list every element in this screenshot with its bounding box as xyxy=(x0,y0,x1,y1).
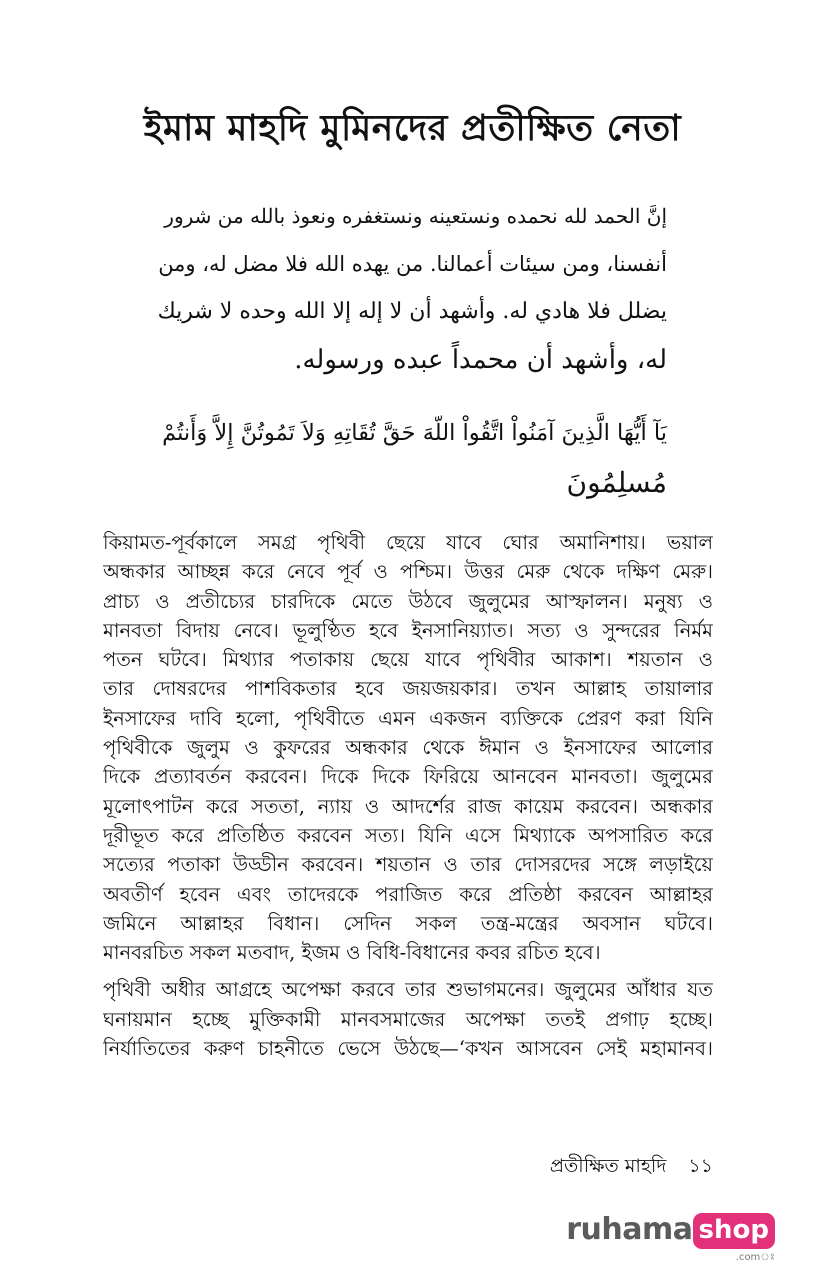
text-line: অবতীর্ণ হবেন এবং তাদেরকে পরাজিত করে প্রতিষ্ঠা করবেন আল্লাহর xyxy=(103,882,713,906)
paragraph-gap xyxy=(103,967,713,975)
arabic-line: له، وأشهد أن محمداً عبده ورسوله. xyxy=(294,345,667,375)
text-line: দূরীভূত করে প্রতিষ্ঠিত করবেন সত্য। যিনি এসে মিথ্যাকে অপসারিত করে xyxy=(103,823,713,847)
text-line: মানবতা বিদায় নেবে। ভূলুণ্ঠিত হবে ইনসানিয়্যাত। সত্য ও সুন্দরের নির্মম xyxy=(103,618,713,642)
paragraph-1 xyxy=(103,528,713,967)
verse-line: يَآ أَيُّهَا الَّذِينَ آمَنُواْ اتَّقُواْ اللّهَ حَقَّ تُقَاتِهِ وَلاَ تَمُوتُنَّ إِلاَّ وَأَنتُمْ xyxy=(162,420,667,446)
verse-line: مُسلِمُونَ xyxy=(566,466,667,499)
text-line: পৃথিবীকে জুলুম ও কুফরের অন্ধকার থেকে ঈমান ও ইনসাফের আলোর xyxy=(103,736,713,760)
running-title: প্রতীক্ষিত মাহদি xyxy=(549,1155,667,1177)
text-line: কিয়ামত-পূর্বকালে সমগ্র পৃথিবী ছেয়ে যাবে ঘোর অমানিশায়। ভয়াল xyxy=(103,531,713,554)
chapter-title: ইমাম মাহদি মুমিনদের প্রতীক্ষিত নেতা xyxy=(143,107,682,149)
text-line: পতন ঘটবে। মিথ্যার পতাকায় ছেয়ে যাবে পৃথিবীর আকাশ। শয়তান ও xyxy=(103,648,713,672)
logo-shop-block xyxy=(693,1210,775,1267)
body-text xyxy=(103,528,713,1063)
text-line: দিকে প্রত্যাবর্তন করবেন। দিকে দিকে ফিরিয়ে আনবেন মানবতা। জুলুমের xyxy=(103,765,713,789)
text-line: পৃথিবী অধীর আগ্রহে অপেক্ষা করবে তার শুভাগমনের। জুলুমের আঁধার যত xyxy=(103,978,713,1002)
ruhamashop-watermark-logo xyxy=(566,1210,775,1267)
text-line: মূলোৎপাটন করে সততা, ন্যায় ও আদর্শের রাজ কায়েম করবেন। অন্ধকার xyxy=(103,794,713,818)
arabic-line: إنَّ الحمد لله نحمده ونستعينه ونستغفره ونعوذ بالله من شرور xyxy=(164,204,667,228)
text-line: ঘনায়মান হচ্ছে মুক্তিকামী মানবসমাজের অপেক্ষা ততই প্রগাঢ় হচ্ছে। xyxy=(103,1007,713,1031)
page-number: ১১ xyxy=(688,1155,713,1177)
arabic-khutbah xyxy=(158,192,667,384)
logo-text-shop: shop xyxy=(693,1213,775,1249)
quran-verse xyxy=(158,408,667,508)
text-line: নির্যাতিতের করুণ চাহনীতে ভেসে উঠছে—‘কখন আসবেন সেই মহামানব। xyxy=(103,1037,713,1061)
paragraph-2 xyxy=(103,975,713,1063)
text-line: ইনসাফের দাবি হলো, পৃথিবীতে এমন একজন ব্যক্তিকে প্রেরণ করা যিনি xyxy=(103,706,713,730)
logo-text-domain: .comঃ xyxy=(735,1252,775,1263)
text-line: সত্যের পতাকা উড্ডীন করবেন। শয়তান ও তার দোসরদের সঙ্গে লড়াইয়ে xyxy=(103,853,713,877)
arabic-line: أنفسنا، ومن سيئات أعمالنا. من يهده الله فلا مضل له، ومن xyxy=(158,252,667,276)
text-line: অন্ধকার আচ্ছন্ন করে নেবে পূর্ব ও পশ্চিম। উত্তর মেরু থেকে দক্ষিণ মেরু। xyxy=(103,560,713,584)
logo-text-ruhama: ruhama xyxy=(566,1212,693,1247)
text-line: জমিনে আল্লাহর বিধান। সেদিন সকল তন্ত্র-মন্ত্রের অবসান ঘটবে। xyxy=(103,911,713,935)
text-line: মানবরচিত সকল মতবাদ, ইজম ও বিধি-বিধানের কবর রচিত হবে। xyxy=(103,941,601,965)
text-line: প্রাচ্য ও প্রতীচ্যের চারদিকে মেতে উঠবে জুলুমের আস্ফালন। মনুষ্য ও xyxy=(103,589,713,613)
page-footer xyxy=(550,1152,713,1184)
text-line: তার দোষরদের পাশবিকতার হবে জয়জয়কার। তখন আল্লাহ তায়ালার xyxy=(103,677,713,701)
arabic-line: يضلل فلا هادي له. وأشهد أن لا إله إلا الله وحده لا شريك xyxy=(157,299,667,324)
